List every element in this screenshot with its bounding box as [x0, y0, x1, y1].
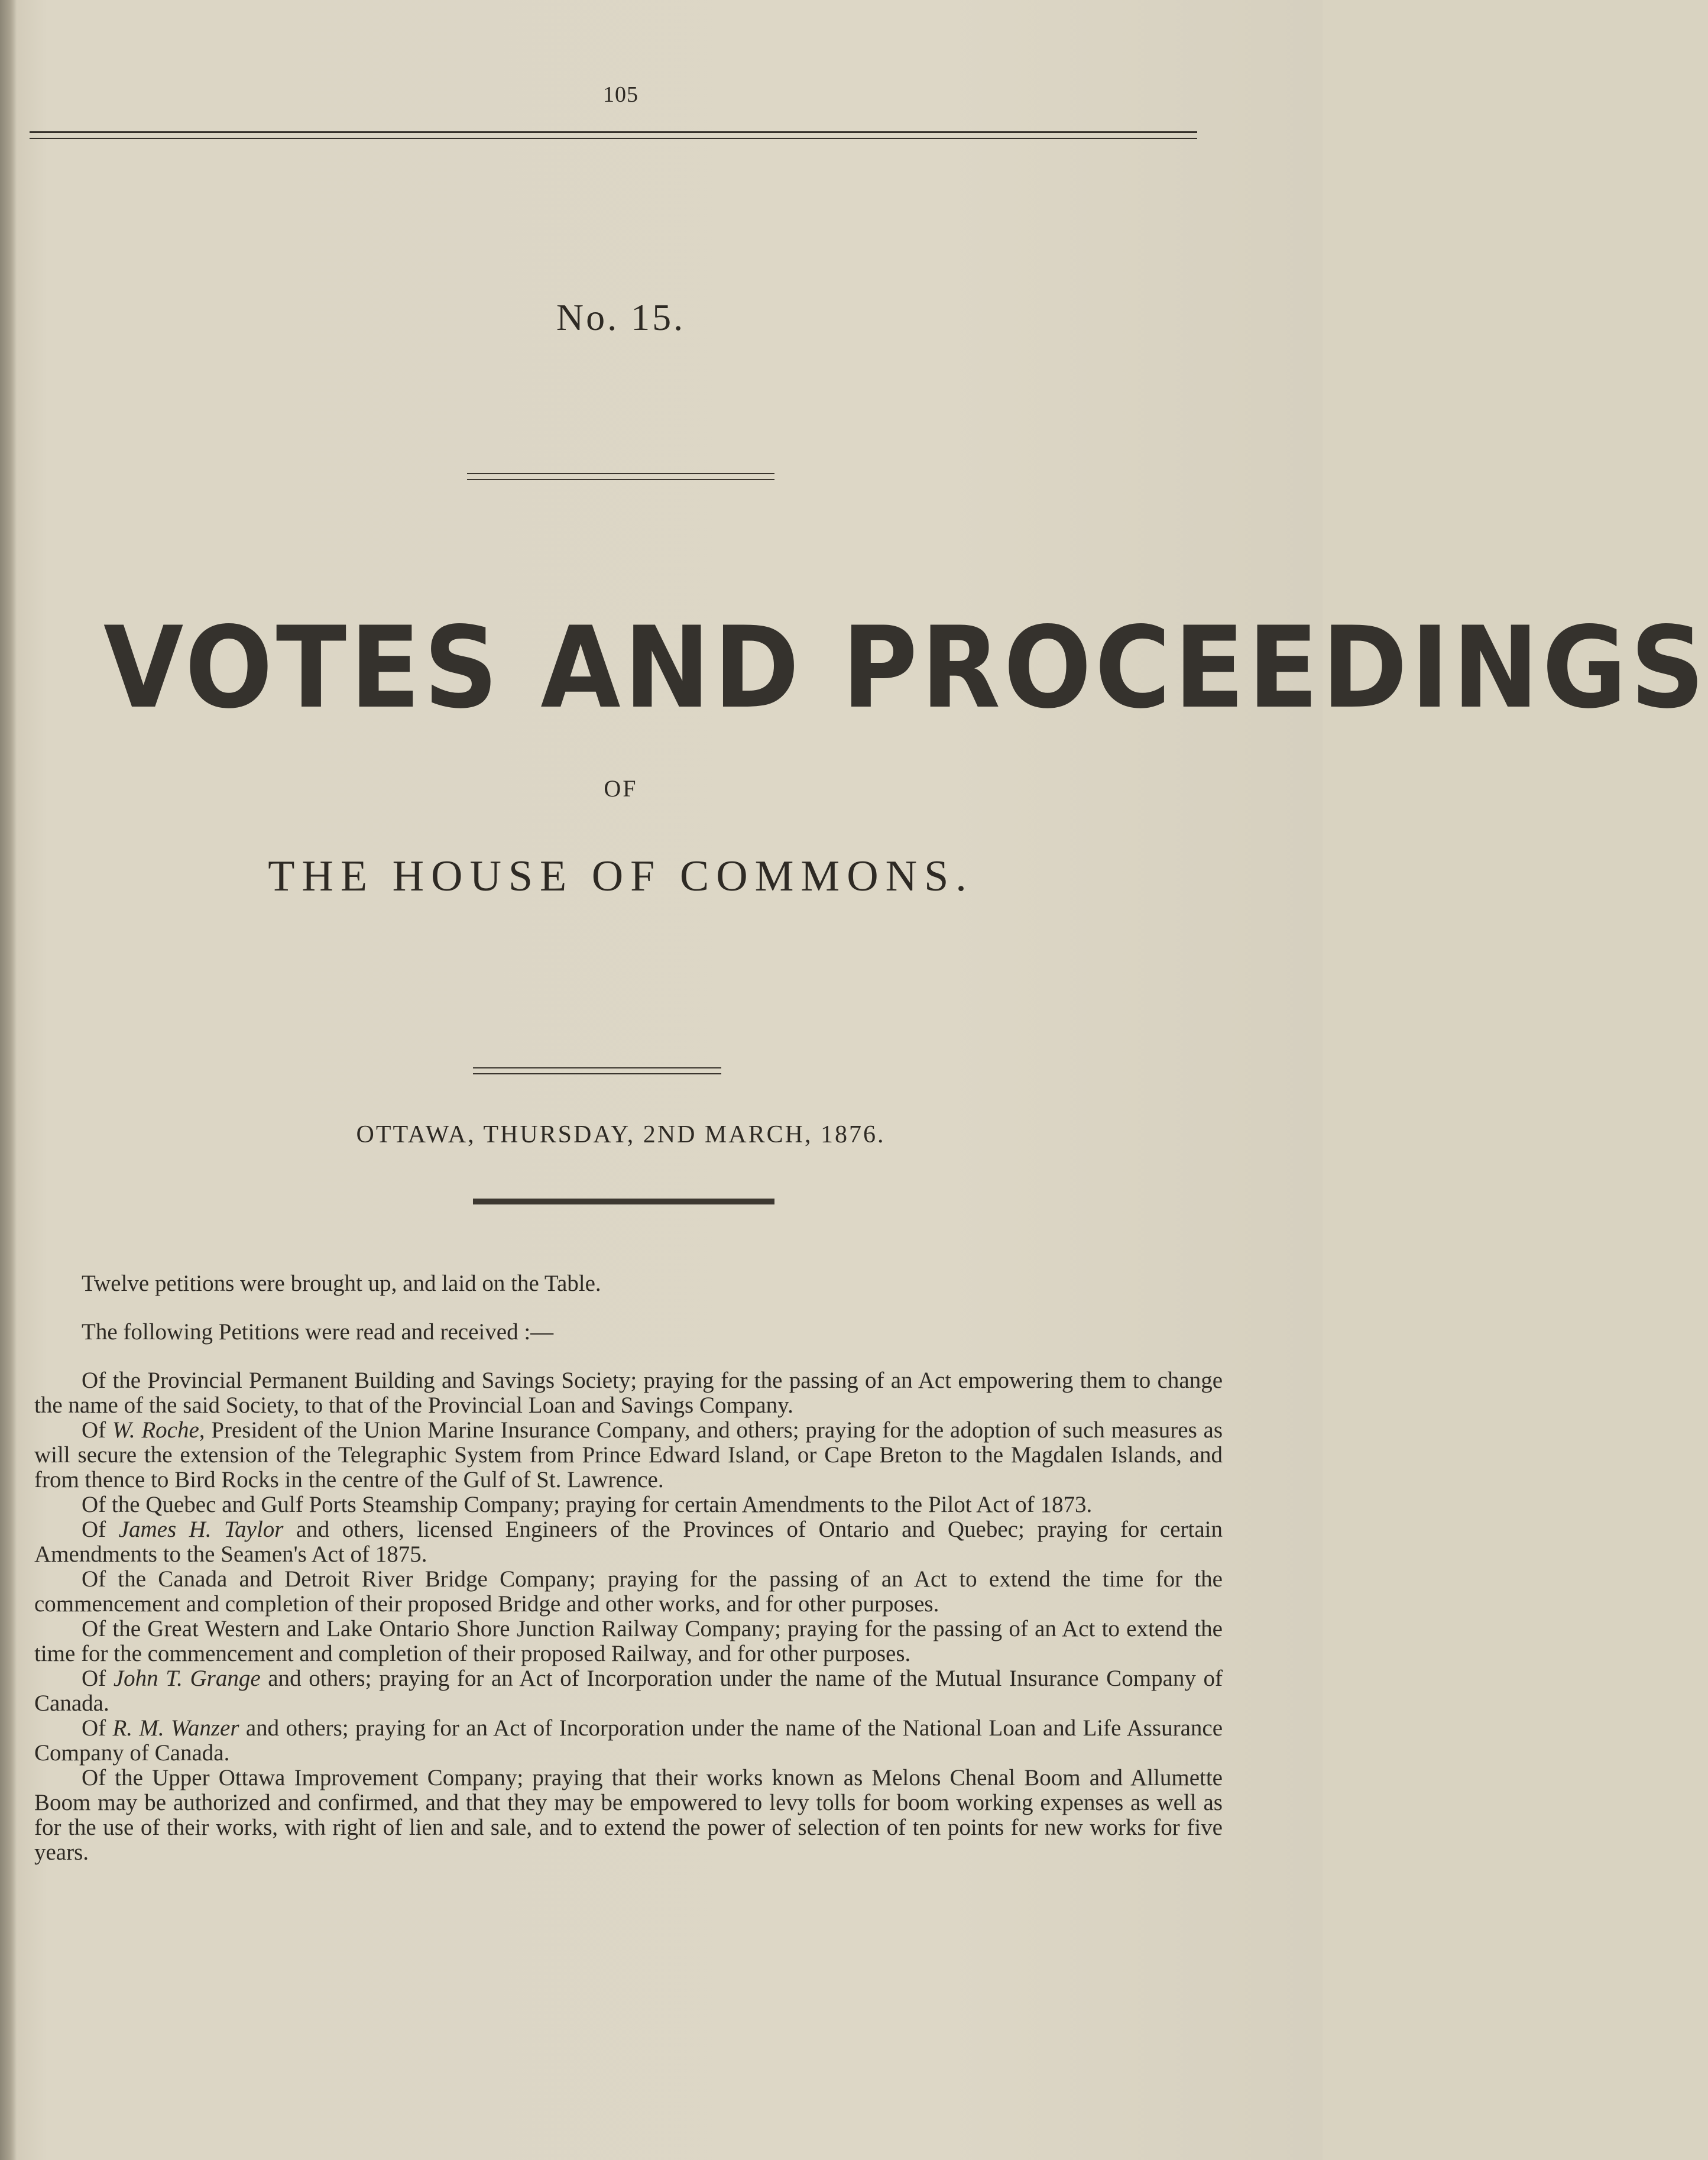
header-rule-secondary — [30, 138, 1197, 139]
petition-text: Of the Provincial Permanent Building and Savings Society; praying for the passing of an Act empowering them to change the name of the said Society, to that of the Provincial Loan and Savings Company. — [34, 1368, 1223, 1418]
issue-number: No. 15. — [556, 296, 686, 338]
petition-item — [34, 1666, 1223, 1716]
petition-list — [34, 1368, 1223, 1865]
petition-item — [34, 1716, 1223, 1766]
dateline: OTTAWA, THURSDAY, 2ND MARCH, 1876. — [356, 1121, 886, 1148]
petitioner-name: James H. Taylor — [118, 1517, 284, 1542]
petition-text: and others; praying for an Act of Incorporation under the name of the Mutual Insurance Company of Canada. — [34, 1666, 1223, 1716]
petition-text: Of — [82, 1517, 119, 1542]
petition-text: Of the Upper Ottawa Improvement Company; praying that their works known as Melons Chenal Boom and Allumette Boom may be authorized and confirmed, and that they may be empowered to levy tolls for boom working expenses as well as for the use of their works, with right of lien and sale, and to extend the power of selection of ten points for new works for five years. — [34, 1765, 1223, 1865]
petition-text: President of the Union Marine Insurance Company, and others; praying for the adoption of such measures as will secure the extension of the Telegraphic System from Prince Edward Island, or Cape Breton to the Magdalen Islands, and from thence to Bird Rocks in the centre of the Gulf of St. Lawrence. — [34, 1417, 1223, 1492]
header-rule — [30, 131, 1197, 133]
petitioner-name: W. Roche, — [112, 1417, 205, 1443]
intro-paragraph: Twelve petitions were brought up, and laid on the Table. — [82, 1271, 601, 1296]
petition-item — [34, 1567, 1223, 1617]
page-number: 105 — [603, 82, 639, 107]
petition-text: and others, licensed Engineers of the Provinces of Ontario and Quebec; praying for certain Amendments to the Seamen's Act of 1875. — [34, 1517, 1223, 1567]
petition-text: Of the Great Western and Lake Ontario Shore Junction Railway Company; praying for the passing of an Act to extend the time for the commencement and completion of their proposed Railway, and for other purposes. — [34, 1616, 1223, 1666]
petition-item — [34, 1492, 1223, 1517]
petition-text: and others; praying for an Act of Incorporation under the name of the National Loan and Life Assurance Company of Canada. — [34, 1715, 1223, 1766]
petition-text: Of — [82, 1715, 113, 1741]
petitioner-name: R. M. Wanzer — [112, 1715, 239, 1741]
petition-item — [34, 1368, 1223, 1418]
masthead-house: THE HOUSE OF COMMONS. — [268, 852, 974, 901]
petition-item — [34, 1617, 1223, 1666]
masthead-of: OF — [604, 775, 638, 802]
petition-item — [34, 1766, 1223, 1865]
petition-item — [34, 1418, 1223, 1492]
petition-text: Of the Canada and Detroit River Bridge Company; praying for the passing of an Act to extend the time for the commencement and completion of their proposed Bridge and other works, and for other purposes. — [34, 1566, 1223, 1617]
divider-rule — [473, 1073, 721, 1074]
petition-item — [34, 1517, 1223, 1567]
divider-rule — [473, 1067, 721, 1068]
petition-text: Of — [82, 1417, 112, 1443]
heavy-rule — [473, 1199, 774, 1204]
petition-text: Of the Quebec and Gulf Ports Steamship Company; praying for certain Amendments to the Pilot Act of 1873. — [82, 1492, 1093, 1517]
petitioner-name: John T. Grange — [113, 1666, 261, 1691]
proceedings-body — [34, 1271, 1223, 1865]
intro-paragraph: The following Petitions were read and received :— — [82, 1319, 554, 1345]
divider-rule — [467, 473, 774, 474]
divider-rule — [467, 479, 774, 480]
masthead-title: VOTES AND PROCEEDINGS — [103, 603, 1708, 733]
petition-text: Of — [82, 1666, 114, 1691]
